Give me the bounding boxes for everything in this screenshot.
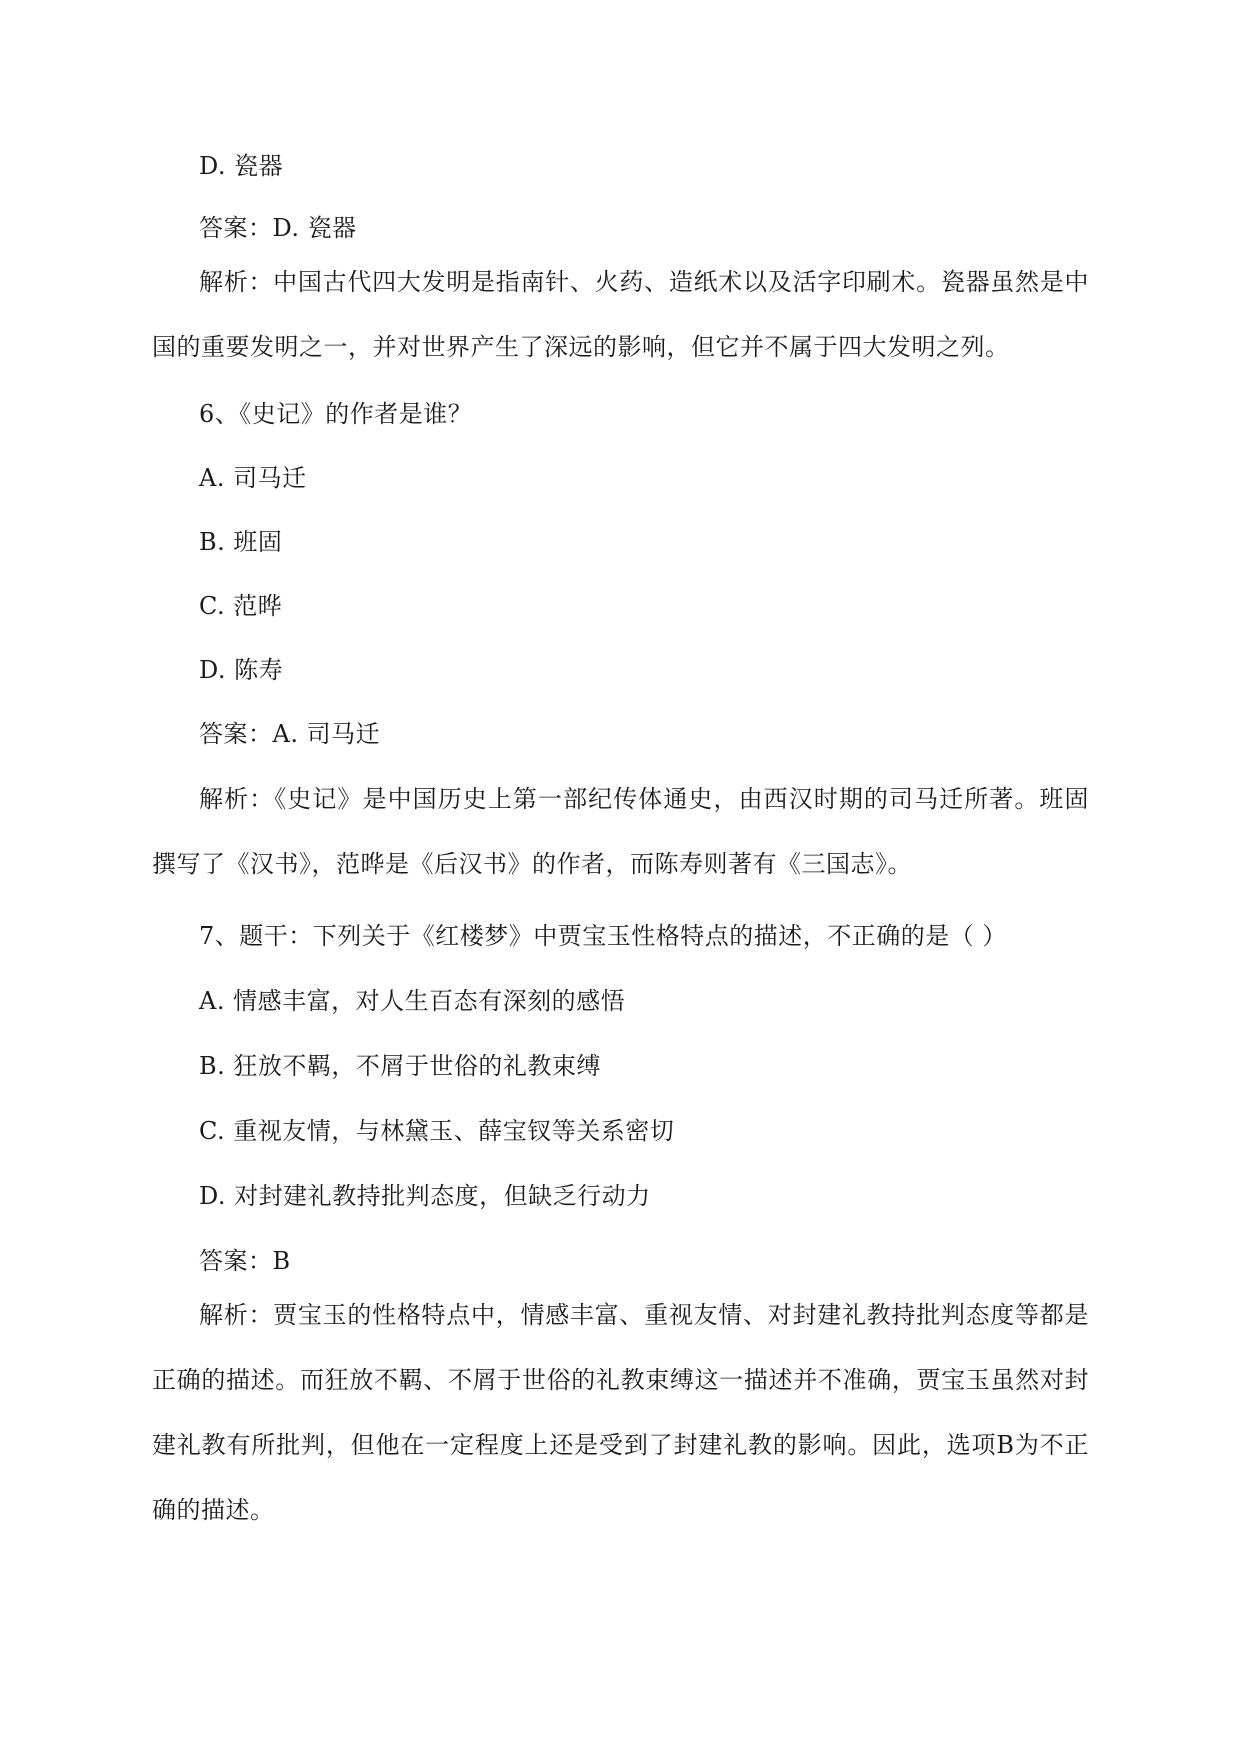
q7-option-a: A. 情感丰富，对人生百态有深刻的感悟 <box>199 987 626 1015</box>
q7-option-d: D. 对封建礼教持批判态度，但缺乏行动力 <box>199 1182 651 1210</box>
q7-question: 7、题干：下列关于《红楼梦》中贾宝玉性格特点的描述，不正确的是（ ） <box>199 922 1007 950</box>
q6-option-d: D. 陈寿 <box>199 656 284 684</box>
q6-option-b: B. 班固 <box>199 528 283 556</box>
q7-answer: 答案：B <box>199 1247 291 1275</box>
q7-analysis: 解析：贾宝玉的性格特点中，情感丰富、重视友情、对封建礼教持批判态度等都是正确的描述。而狂放不羁、不屑于世俗的礼教束缚这一描述并不准确，贾宝玉虽然对封建礼教有所批判，但他在一定程度上还是受到了封建礼教的影响。因此，选项B为不正确的描述。 <box>152 1301 1089 1524</box>
q6-analysis: 解析：《史记》是中国历史上第一部纪传体通史，由西汉时期的司马迁所著。班固撰写了《汉书》，范晔是《后汉书》的作者，而陈寿则著有《三国志》。 <box>152 785 1089 878</box>
q6-option-a: A. 司马迁 <box>199 464 307 492</box>
q5-option-d: D. 瓷器 <box>199 152 284 180</box>
q6-answer: 答案：A. 司马迁 <box>199 720 381 748</box>
q7-option-c: C. 重视友情，与林黛玉、薛宝钗等关系密切 <box>199 1117 675 1145</box>
q6-option-c: C. 范晔 <box>199 592 283 620</box>
q5-analysis: 解析：中国古代四大发明是指南针、火药、造纸术以及活字印刷术。瓷器虽然是中国的重要发明之一，并对世界产生了深远的影响，但它并不属于四大发明之列。 <box>152 268 1089 361</box>
q6-question: 6、《史记》的作者是谁？ <box>199 400 473 428</box>
q7-option-b: B. 狂放不羁，不屑于世俗的礼教束缚 <box>199 1052 601 1080</box>
q5-answer: 答案：D. 瓷器 <box>199 214 357 242</box>
